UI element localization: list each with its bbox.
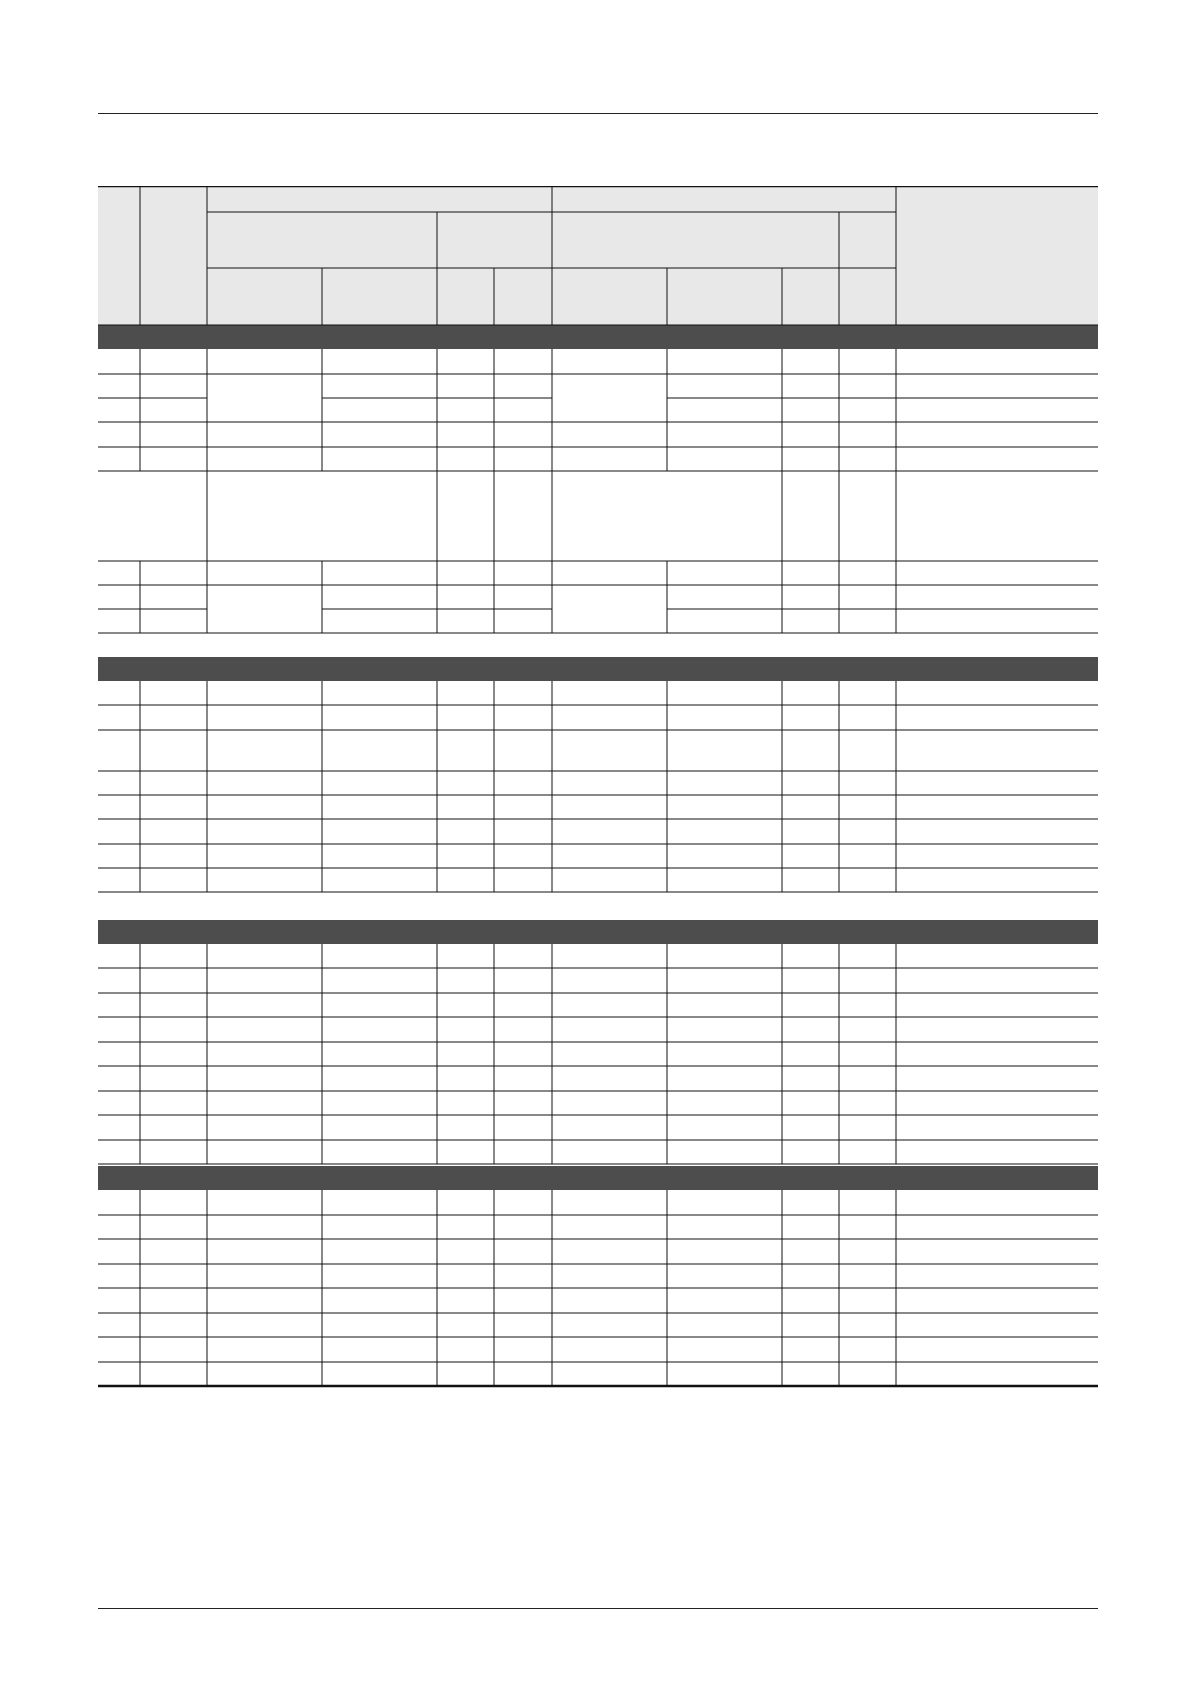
table-header-background [98, 186, 1098, 325]
data-table [98, 186, 1098, 1392]
section-bar-1 [98, 325, 1098, 349]
header-rule [98, 113, 1098, 114]
section-bar-3 [98, 920, 1098, 944]
section-bar-2 [98, 657, 1098, 681]
footer-rule [98, 1608, 1098, 1609]
section-bar-4 [98, 1166, 1098, 1190]
